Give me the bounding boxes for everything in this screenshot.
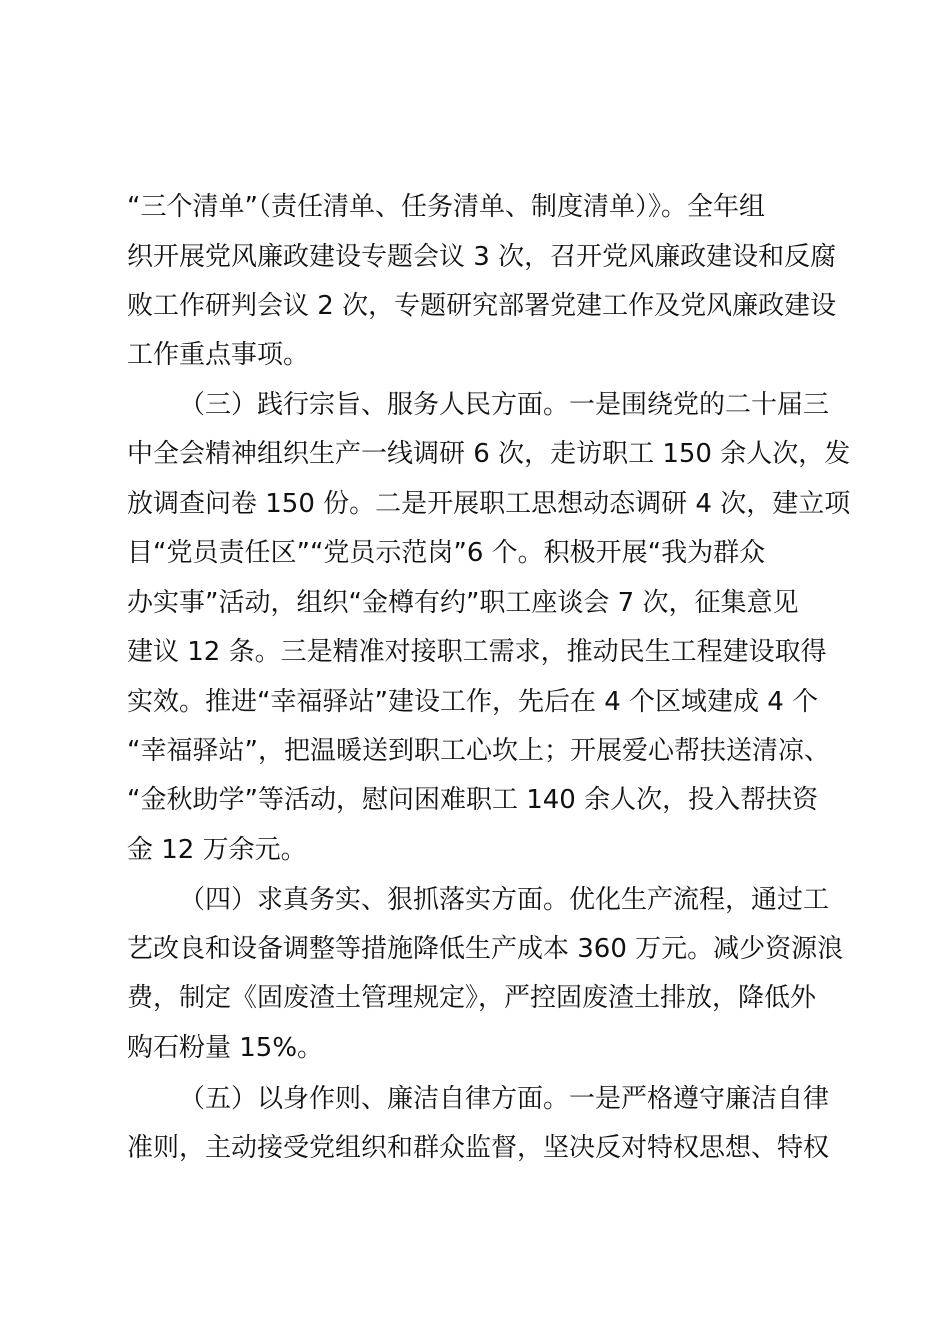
text-line: 购石粉量 15%。 — [127, 1033, 324, 1063]
text-line: 织开展党风廉政建设专题会议 3 次，召开党风廉政建设和反腐 — [127, 242, 837, 272]
text-line: 放调查问卷 150 份。二是开展职工思想动态调研 4 次，建立项 — [127, 489, 851, 519]
text-line: 目“党员责任区”“党员示范岗”6 个。积极开展“我为群众 — [127, 538, 766, 568]
paragraph-heading-line: （五）以身作则、廉洁自律方面。一是严格遵守廉洁自律 — [179, 1084, 830, 1114]
text-line: 艺改良和设备调整等措施降低生产成本 360 万元。减少资源浪 — [127, 934, 844, 964]
text-line: 工作重点事项。 — [127, 340, 310, 370]
text-line: 实效。推进“幸福驿站”建设工作，先后在 4 个区域建成 4 个 — [127, 687, 819, 717]
text-line: 办实事”活动，组织“金樽有约”职工座谈会 7 次，征集意见 — [127, 588, 799, 618]
text-line: 金 12 万余元。 — [127, 835, 307, 865]
text-line: “三个清单”（责任清单、任务清单、制度清单）》。全年组 — [127, 192, 765, 222]
text-line: “幸福驿站”，把温暖送到职工心坎上；开展爱心帮扶送清凉、 — [127, 736, 830, 766]
paragraph-heading-line: （三）践行宗旨、服务人民方面。一是围绕党的二十届三 — [179, 390, 830, 420]
text-line: 败工作研判会议 2 次，专题研究部署党建工作及党风廉政建设 — [127, 291, 837, 321]
text-line: 中全会精神组织生产一线调研 6 次，走访职工 150 余人次，发 — [127, 439, 851, 469]
text-line: 建议 12 条。三是精准对接职工需求，推动民生工程建设取得 — [127, 637, 827, 667]
paragraph-heading-line: （四）求真务实、狠抓落实方面。优化生产流程，通过工 — [179, 885, 830, 915]
text-line: “金秋助学”等活动，慰问困难职工 140 余人次，投入帮扶资 — [127, 785, 819, 815]
text-line: 准则，主动接受党组织和群众监督，坚决反对特权思想、特权 — [127, 1133, 830, 1163]
text-line: 费，制定《固废渣土管理规定》，严控固废渣土排放，降低外 — [127, 983, 817, 1013]
